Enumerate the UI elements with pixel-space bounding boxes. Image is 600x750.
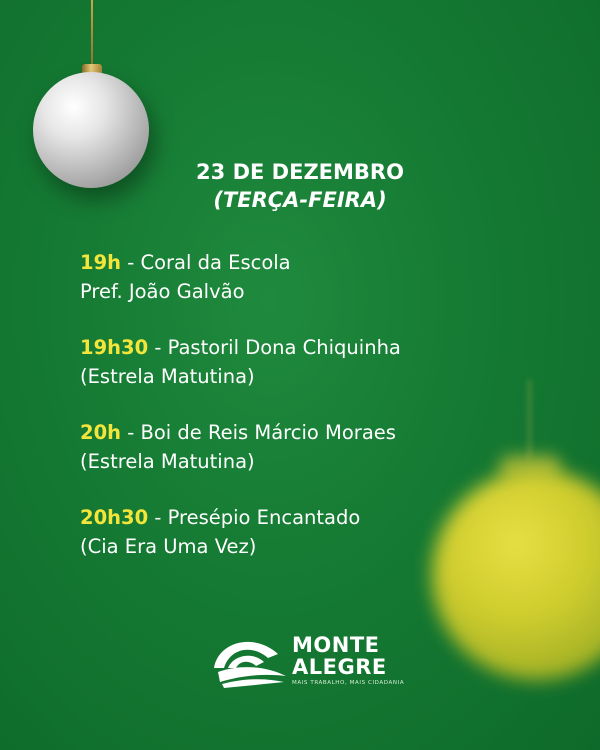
schedule-time: 19h bbox=[80, 251, 122, 274]
logo-wordmark bbox=[292, 634, 387, 678]
schedule-time: 19h30 bbox=[80, 336, 149, 359]
schedule-title: - Pastoril Dona Chiquinha bbox=[154, 336, 401, 359]
schedule-item-main-line bbox=[80, 503, 520, 532]
schedule-item-main-line bbox=[80, 418, 520, 447]
schedule-title: - Boi de Reis Márcio Moraes bbox=[127, 421, 396, 444]
silver-ornament-icon bbox=[33, 72, 149, 188]
monte-alegre-logo bbox=[210, 628, 405, 692]
schedule-subtitle: (Estrela Matutina) bbox=[80, 365, 255, 388]
schedule-item bbox=[80, 333, 520, 391]
monte-alegre-logo-icon bbox=[210, 628, 290, 688]
ornament-string bbox=[91, 0, 93, 66]
event-date-heading bbox=[150, 158, 450, 214]
event-date: 23 DE DEZEMBRO bbox=[196, 160, 404, 184]
schedule-item-main-line bbox=[80, 248, 520, 277]
schedule-title: - Presépio Encantado bbox=[154, 506, 361, 529]
schedule-time: 20h bbox=[80, 421, 122, 444]
event-weekday: (TERÇA-FEIRA) bbox=[213, 188, 387, 212]
gold-ornament-string bbox=[528, 380, 531, 460]
schedule-subtitle: Pref. João Galvão bbox=[80, 280, 245, 303]
schedule-subtitle: (Estrela Matutina) bbox=[80, 450, 255, 473]
schedule-item-main-line bbox=[80, 333, 520, 362]
schedule-title: - Coral da Escola bbox=[127, 251, 291, 274]
logo-line-2: ALEGRE bbox=[292, 655, 387, 679]
schedule-item bbox=[80, 418, 520, 476]
logo-tagline: MAIS TRABALHO, MAIS CIDADANIA bbox=[292, 680, 405, 686]
schedule-list bbox=[80, 248, 520, 588]
schedule-item bbox=[80, 248, 520, 306]
schedule-item bbox=[80, 503, 520, 561]
schedule-subtitle: (Cia Era Uma Vez) bbox=[80, 535, 257, 558]
logo-line-1: MONTE bbox=[292, 633, 380, 657]
schedule-time: 20h30 bbox=[80, 506, 149, 529]
